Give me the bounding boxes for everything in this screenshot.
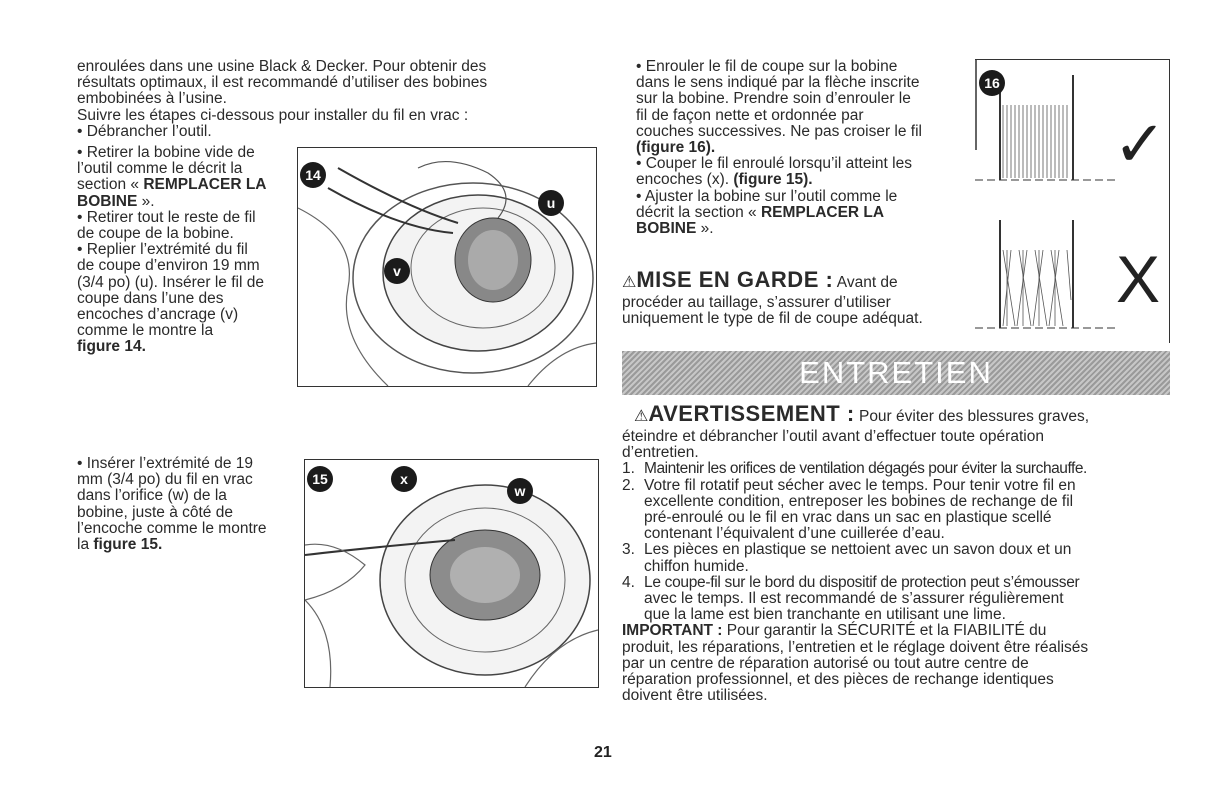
instruction-line: • Couper le fil enroulé lorsqu’il atteint les bbox=[636, 155, 912, 173]
step-line: l’encoche comme le montre bbox=[77, 519, 267, 537]
step-insert-line bbox=[77, 456, 302, 553]
intro-line: embobinées à l’usine. bbox=[77, 90, 227, 108]
step-line: section « REMPLACER LA bbox=[77, 176, 267, 194]
incorrect-x-icon: X bbox=[1116, 242, 1161, 316]
important-line: doivent être utilisées. bbox=[622, 687, 768, 705]
warning-line: ⚠AVERTISSEMENT : Pour éviter des blessures graves, bbox=[634, 401, 1090, 426]
important-line: IMPORTANT : Pour garantir la SÉCURITÉ et la FIABILITÉ du bbox=[622, 622, 1047, 640]
maintenance-section bbox=[622, 402, 1182, 704]
instruction-line: BOBINE ». bbox=[636, 220, 714, 238]
intro-text bbox=[77, 59, 597, 140]
spool-illustration-15 bbox=[305, 460, 598, 687]
warning-line: d’entretien. bbox=[622, 444, 699, 462]
callout-w: w bbox=[507, 478, 533, 504]
step-line: • Retirer la bobine vide de bbox=[77, 144, 255, 161]
step-line: BOBINE ». bbox=[77, 192, 155, 210]
figure-number-badge: 14 bbox=[300, 162, 326, 188]
section-banner bbox=[622, 351, 1170, 395]
important-line: réparation professionnel, et des pièces de rechange identiques bbox=[622, 671, 1054, 689]
step-line: comme le montre la bbox=[77, 322, 214, 340]
callout-u: u bbox=[538, 190, 564, 216]
list-item: 4. Le coupe-fil sur le bord du dispositif de protection peut s’émousser avec le temps. Il est recommandé de s’assurer régulièrement que la lame est bien tranchante en utilisant une lime. bbox=[622, 573, 1080, 624]
intro-line: • Débrancher l’outil. bbox=[77, 122, 212, 140]
instruction-line: • Enrouler le fil de coupe sur la bobine bbox=[636, 58, 898, 75]
intro-line: Suivre les étapes ci-dessous pour installer du fil en vrac : bbox=[77, 106, 469, 124]
callout-x: x bbox=[391, 466, 417, 492]
warning-icon: ⚠ bbox=[634, 408, 649, 425]
callout-v: v bbox=[384, 258, 410, 284]
step-line: bobine, juste à côté de bbox=[77, 503, 233, 521]
caution-title: MISE EN GARDE : bbox=[636, 267, 834, 292]
step-line: (3/4 po) (u). Insérer le fil de bbox=[77, 273, 264, 291]
caution-line: procéder au taillage, s’assurer d’utiliser bbox=[622, 294, 891, 311]
correct-checkmark-icon: ✓ bbox=[1113, 108, 1167, 180]
spool-illustration-14 bbox=[298, 148, 596, 386]
instruction-line: dans le sens indiqué par la flèche inscrite bbox=[636, 74, 920, 92]
step-line: • Retirer tout le reste de fil bbox=[77, 208, 256, 226]
list-item: 1. Maintenir les orifices de ventilation dégagés pour éviter la surchauffe. bbox=[622, 460, 1087, 478]
step-line: encoches d’ancrage (v) bbox=[77, 306, 239, 324]
important-line: produit, les réparations, l’entretien et le réglage doivent être réalisés bbox=[622, 638, 1089, 656]
instruction-line: décrit la section « REMPLACER LA bbox=[636, 203, 885, 221]
important-line: par un centre de réparation autorisé ou tout autre centre de bbox=[622, 654, 1029, 672]
maintenance-list bbox=[622, 461, 1182, 623]
instruction-line: encoches (x). (figure 15). bbox=[636, 171, 813, 189]
intro-line: résultats optimaux, il est recommandé d’utiliser des bobines bbox=[77, 74, 488, 92]
step-line: • Replier l’extrémité du fil bbox=[77, 241, 248, 259]
figure-ref: (figure 16). bbox=[636, 139, 716, 157]
figure-16 bbox=[975, 59, 1170, 343]
figure-14 bbox=[297, 147, 597, 387]
step-line: de coupe d’environ 19 mm bbox=[77, 257, 260, 275]
figure-15 bbox=[304, 459, 599, 688]
section-title: ENTRETIEN bbox=[799, 355, 993, 390]
list-item: 2. Votre fil rotatif peut sécher avec le temps. Pour tenir votre fil en excellente condition, entreposer les bobines de rechange de fil pré-enroulé ou le fil en vrac dans un sac en plastique scellé contenant l’équivalent d’une cuillerée d’eau. bbox=[622, 476, 1076, 543]
wind-instructions bbox=[636, 59, 981, 237]
caution-block bbox=[622, 268, 982, 327]
warning-line: éteindre et débrancher l’outil avant d’effectuer toute opération bbox=[622, 428, 1044, 445]
instruction-line: couches successives. Ne pas croiser le fil bbox=[636, 122, 923, 140]
instruction-line: sur la bobine. Prendre soin d’enrouler le bbox=[636, 90, 911, 108]
instruction-line: • Ajuster la bobine sur l’outil comme le bbox=[636, 187, 898, 205]
step-line: mm (3/4 po) du fil en vrac bbox=[77, 471, 253, 489]
figure-number-badge: 15 bbox=[307, 466, 333, 492]
step-line: • Insérer l’extrémité de 19 bbox=[77, 455, 254, 472]
step-line: coupe dans l’une des bbox=[77, 289, 224, 307]
caution-icon: ⚠ bbox=[622, 274, 637, 291]
step-line: dans l’orifice (w) de la bbox=[77, 487, 227, 505]
caution-line: ⚠MISE EN GARDE : Avant de bbox=[622, 267, 898, 292]
caution-line: uniquement le type de fil de coupe adéquat. bbox=[622, 310, 923, 328]
page-number: 21 bbox=[594, 744, 612, 761]
step-line: de coupe de la bobine. bbox=[77, 225, 234, 243]
figure-ref: figure 14. bbox=[77, 338, 146, 356]
intro-line: enroulées dans une usine Black & Decker. Pour obtenir des bbox=[77, 58, 487, 75]
list-item: 3. Les pièces en plastique se nettoient avec un savon doux et un chiffon humide. bbox=[622, 541, 1072, 575]
figure-number-badge: 16 bbox=[979, 70, 1005, 96]
warning-title: AVERTISSEMENT : bbox=[648, 401, 855, 426]
step-remove-spool bbox=[77, 145, 302, 356]
step-line: la figure 15. bbox=[77, 536, 163, 554]
instruction-line: fil de façon nette et ordonnée par bbox=[636, 106, 864, 124]
step-line: l’outil comme le décrit la bbox=[77, 160, 243, 178]
